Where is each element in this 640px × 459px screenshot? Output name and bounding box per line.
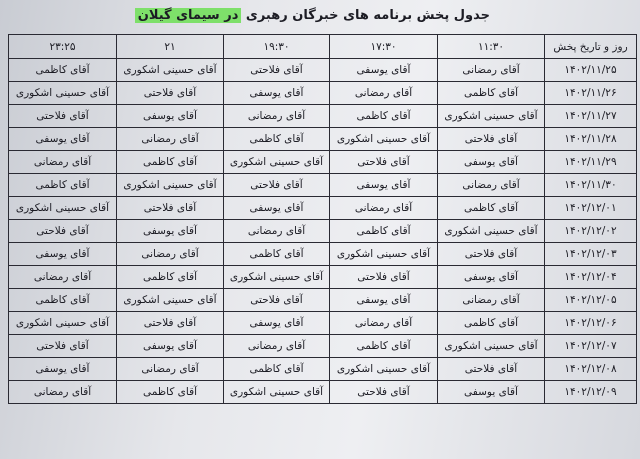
speaker-cell: آقای حسینی اشکوری (330, 358, 438, 381)
table-row (9, 266, 637, 289)
date-cell: ۱۴۰۲/۱۲/۰۳ (545, 243, 637, 266)
speaker-cell: آقای فلاحتی (117, 312, 224, 335)
speaker-cell: آقای یوسفی (9, 128, 117, 151)
date-cell: ۱۴۰۲/۱۱/۲۵ (545, 59, 637, 82)
table-row (9, 105, 637, 128)
header-time-2325: ۲۳:۲۵ (9, 35, 117, 59)
date-cell: ۱۴۰۲/۱۱/۲۷ (545, 105, 637, 128)
speaker-cell: آقای کاظمی (9, 289, 117, 312)
speaker-cell: آقای یوسفی (330, 59, 438, 82)
speaker-cell: آقای یوسفی (438, 266, 545, 289)
speaker-cell: آقای کاظمی (117, 151, 224, 174)
speaker-cell: آقای حسینی اشکوری (117, 59, 224, 82)
speaker-cell: آقای یوسفی (117, 335, 224, 358)
table-header-row (9, 35, 637, 59)
speaker-cell: آقای حسینی اشکوری (330, 243, 438, 266)
speaker-cell: آقای حسینی اشکوری (438, 105, 545, 128)
date-cell: ۱۴۰۲/۱۱/۳۰ (545, 174, 637, 197)
speaker-cell: آقای حسینی اشکوری (438, 220, 545, 243)
speaker-cell: آقای یوسفی (224, 312, 330, 335)
speaker-cell: آقای فلاحتی (438, 128, 545, 151)
speaker-cell: آقای یوسفی (224, 82, 330, 105)
speaker-cell: آقای رمضانی (117, 128, 224, 151)
table-row (9, 243, 637, 266)
speaker-cell: آقای حسینی اشکوری (224, 266, 330, 289)
date-cell: ۱۴۰۲/۱۲/۰۴ (545, 266, 637, 289)
speaker-cell: آقای رمضانی (438, 174, 545, 197)
table-row (9, 128, 637, 151)
speaker-cell: آقای حسینی اشکوری (9, 82, 117, 105)
title-text: جدول پخش برنامه های خبرگان رهبری (241, 8, 490, 23)
table-row (9, 151, 637, 174)
date-cell: ۱۴۰۲/۱۲/۰۶ (545, 312, 637, 335)
speaker-cell: آقای رمضانی (224, 335, 330, 358)
table-body (9, 59, 637, 404)
speaker-cell: آقای حسینی اشکوری (117, 174, 224, 197)
table-row (9, 289, 637, 312)
speaker-cell: آقای رمضانی (330, 197, 438, 220)
speaker-cell: آقای حسینی اشکوری (224, 381, 330, 404)
date-cell: ۱۴۰۲/۱۲/۰۲ (545, 220, 637, 243)
speaker-cell: آقای حسینی اشکوری (9, 312, 117, 335)
speaker-cell: آقای رمضانی (330, 82, 438, 105)
table-row (9, 312, 637, 335)
header-date: روز و تاریخ پخش (545, 35, 637, 59)
speaker-cell: آقای کاظمی (224, 243, 330, 266)
title-highlight: در سیمای گیلان (135, 8, 242, 23)
speaker-cell: آقای یوسفی (330, 289, 438, 312)
table-row (9, 82, 637, 105)
date-cell: ۱۴۰۲/۱۱/۲۹ (545, 151, 637, 174)
date-cell: ۱۴۰۲/۱۱/۲۸ (545, 128, 637, 151)
speaker-cell: آقای کاظمی (9, 59, 117, 82)
document-title (137, 4, 490, 28)
speaker-cell: آقای رمضانی (224, 105, 330, 128)
header-time-1930: ۱۹:۳۰ (224, 35, 330, 59)
speaker-cell: آقای حسینی اشکوری (330, 128, 438, 151)
speaker-cell: آقای فلاحتی (224, 174, 330, 197)
speaker-cell: آقای رمضانی (9, 381, 117, 404)
header-time-21: ۲۱ (117, 35, 224, 59)
speaker-cell: آقای فلاحتی (9, 335, 117, 358)
speaker-cell: آقای حسینی اشکوری (117, 289, 224, 312)
table-row (9, 197, 637, 220)
date-cell: ۱۴۰۲/۱۲/۰۸ (545, 358, 637, 381)
date-cell: ۱۴۰۲/۱۲/۰۹ (545, 381, 637, 404)
speaker-cell: آقای رمضانی (9, 151, 117, 174)
speaker-cell: آقای کاظمی (330, 105, 438, 128)
speaker-cell: آقای فلاحتی (330, 266, 438, 289)
speaker-cell: آقای یوسفی (438, 381, 545, 404)
speaker-cell: آقای فلاحتی (224, 59, 330, 82)
speaker-cell: آقای یوسفی (224, 197, 330, 220)
speaker-cell: آقای فلاحتی (9, 220, 117, 243)
speaker-cell: آقای کاظمی (117, 266, 224, 289)
speaker-cell: آقای یوسفی (117, 220, 224, 243)
speaker-cell: آقای رمضانی (330, 312, 438, 335)
speaker-cell: آقای رمضانی (438, 289, 545, 312)
speaker-cell: آقای فلاحتی (438, 358, 545, 381)
header-time-1130: ۱۱:۳۰ (438, 35, 545, 59)
speaker-cell: آقای کاظمی (9, 174, 117, 197)
table-row (9, 381, 637, 404)
speaker-cell: آقای یوسفی (9, 243, 117, 266)
speaker-cell: آقای حسینی اشکوری (438, 335, 545, 358)
speaker-cell: آقای کاظمی (330, 220, 438, 243)
speaker-cell: آقای فلاحتی (224, 289, 330, 312)
speaker-cell: آقای یوسفی (9, 358, 117, 381)
speaker-cell: آقای رمضانی (224, 220, 330, 243)
table-row (9, 358, 637, 381)
speaker-cell: آقای کاظمی (438, 82, 545, 105)
speaker-cell: آقای رمضانی (117, 243, 224, 266)
speaker-cell: آقای کاظمی (224, 358, 330, 381)
speaker-cell: آقای کاظمی (330, 335, 438, 358)
speaker-cell: آقای کاظمی (438, 312, 545, 335)
table-row (9, 220, 637, 243)
header-time-1730: ۱۷:۳۰ (330, 35, 438, 59)
speaker-cell: آقای فلاحتی (117, 197, 224, 220)
speaker-cell: آقای کاظمی (438, 197, 545, 220)
table-row (9, 59, 637, 82)
speaker-cell: آقای رمضانی (9, 266, 117, 289)
speaker-cell: آقای حسینی اشکوری (9, 197, 117, 220)
table-row (9, 174, 637, 197)
speaker-cell: آقای فلاحتی (9, 105, 117, 128)
speaker-cell: آقای فلاحتی (117, 82, 224, 105)
speaker-cell: آقای فلاحتی (330, 381, 438, 404)
table-row (9, 335, 637, 358)
date-cell: ۱۴۰۲/۱۲/۰۵ (545, 289, 637, 312)
broadcast-schedule-table (8, 34, 637, 404)
date-cell: ۱۴۰۲/۱۱/۲۶ (545, 82, 637, 105)
speaker-cell: آقای یوسفی (330, 174, 438, 197)
date-cell: ۱۴۰۲/۱۲/۰۷ (545, 335, 637, 358)
speaker-cell: آقای یوسفی (117, 105, 224, 128)
date-cell: ۱۴۰۲/۱۲/۰۱ (545, 197, 637, 220)
speaker-cell: آقای کاظمی (117, 381, 224, 404)
speaker-cell: آقای یوسفی (438, 151, 545, 174)
speaker-cell: آقای کاظمی (224, 128, 330, 151)
speaker-cell: آقای حسینی اشکوری (224, 151, 330, 174)
speaker-cell: آقای فلاحتی (438, 243, 545, 266)
speaker-cell: آقای رمضانی (438, 59, 545, 82)
speaker-cell: آقای رمضانی (117, 358, 224, 381)
speaker-cell: آقای فلاحتی (330, 151, 438, 174)
